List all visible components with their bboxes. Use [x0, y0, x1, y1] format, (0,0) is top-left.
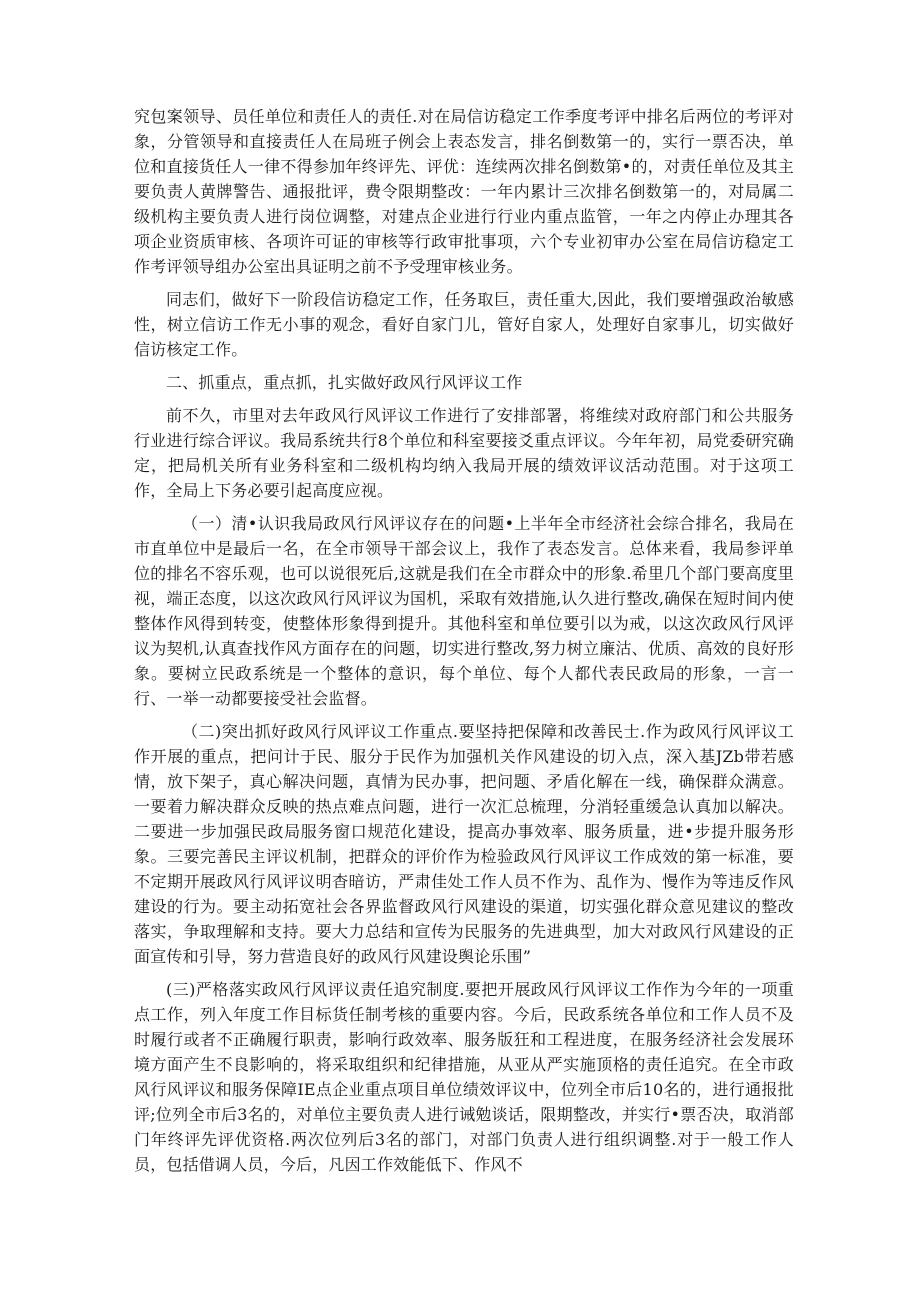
- section-heading: 二、抓重点，重点抓，扎实做好政风行风评议工作: [166, 373, 523, 392]
- paragraph-5: （二)突出抓好政风行风评议工作重点.要坚持把保障和改善民士.作为政风行风评议工作开展的重点，把问计于民、服分于民作为加强机关作风建设的切入点，深入基JZb带若感情，放下架子，真心解决问题，真情为民办事，把问题、矛盾化解在一线，确保群众满意。一要着力解决群众反映的热点难点问题，进行一次汇总梳理，分消轻重缓急认真加以解决。二要进一步加强民政局服务窗口规范化建设，提高办事效率、服务质量，进•步提升服务形象。三要完善民主评议机制，把群众的评价作为检验政风行风评议工作成效的第一标准，要不定期开展政风行风评议明杳暗访，严肃佳处工作人员不作为、乱作为、慢作为等违反作风建设的行为。要主动拓宽社会各界监督政风行风建设的渠道，切实强化群众意见建议的整改落实，争取理解和支持。要大力总结和宣传为民服务的先进典型，加大对政风行风建设的正面宣传和引导，努力营造良好的政风行风建设舆论乐围”: [134, 722, 794, 966]
- document-page: [134, 104, 794, 1185]
- paragraph-1: 究包案领导、员任单位和责任人的责任.对在局信访稳定工作季度考评中排名后两位的考评对象，分管领导和直接责任人在局班子例会上表态发言，排名倒数第一的，实行一票否决，单位和直接货任人一律不得参加年终评先、评优：连续两次排名倒数第•的，对责任单位及其主要负责人黄牌警告、通报批评，费令限期整改：一年内累计三次排名倒数第一的，对局属二级机构主要负责人进行岗位调整，对建点企业进行行业内重点监管，一年之内停止办理其各项企业资质审核、各项许可证的审核等行政审批事项，六个专业初审办公室在局信访稳定工作考评领导组办公室出具证明之前不予受理审核业务。: [134, 107, 794, 276]
- paragraph-6: (三)严格落实政风行风评议责任追究制度.要把开展政风行风评议工作作为今年的一项重点工作，列入年度工作目标货任制考核的重要内容。今后，民政系统各单位和工作人员不及时履行或者不正确履行职责，影响行政效率、服务版狂和工程进度，在服务经济社会发展环境方面产生不良影响的，将采取组织和纪律措施，从亚从严实施顶格的责任追究。在全市政风行风评议和服务保障IE点企业重点项目单位绩效评议中，位列全市后10名的，进行通报批评;位列全市后3名的，对单位主要负责人进行诫勉谈话，限期整改，并实行•票否决，取消部门年终评先评优资格.两次位列后3名的部门，对部门负责人进行组织调整.对于一般工作人员，包括借调人员，今后，凡因工作效能低下、作风不: [134, 980, 794, 1174]
- paragraph-2: 同志们，做好下一阶段信访稳定工作，任务取巨，责任重大,因此，我们要增强政治敏感性，树立信访工作无小事的观念，看好自家门儿，管好自家人，处理好自家事儿，切实做好信访核定工作。: [134, 290, 794, 359]
- paragraph-4: （一）清•认识我局政风行风评议存在的问题•上半年全市经济社会综合排名，我局在市直单位中是最后一名，在全市领导干部会议上，我作了表态发言。总体来看，我局参评单位的排名不容乐观，也可以说很死后,这就是我们在全市群众中的形象.希里几个部门要高度里视，端正态度，以这次政风行风评议为国机，采取有效措施,认久进行整改,确保在短时间内使整体作风得到转变，使整体形象得到提升。其他科室和单位要引以为戒，以这次政风行风评议为契机,认真查找作风方面存在的问题，切实进行整改,努力树立廉沽、优质、高效的良好形象。要树立民政系统是一个整体的意识，每个单位、每个人都代表民政局的形象，一言一行、一举一动都要接受社会监督。: [134, 514, 794, 708]
- paragraph-3: 前不久，市里对去年政风行风评议工作进行了安排部署，将维续对政府部门和公共服务行业进行综合评议。我局系统共行8个单位和科室要接爻重点评议。今年年初，局党委研究确定，把局机关所有业务科室和二级机构均纳入我局开展的绩效评议活动范围。对于这项工作，全局上下务必要引起高度应视。: [134, 406, 794, 500]
